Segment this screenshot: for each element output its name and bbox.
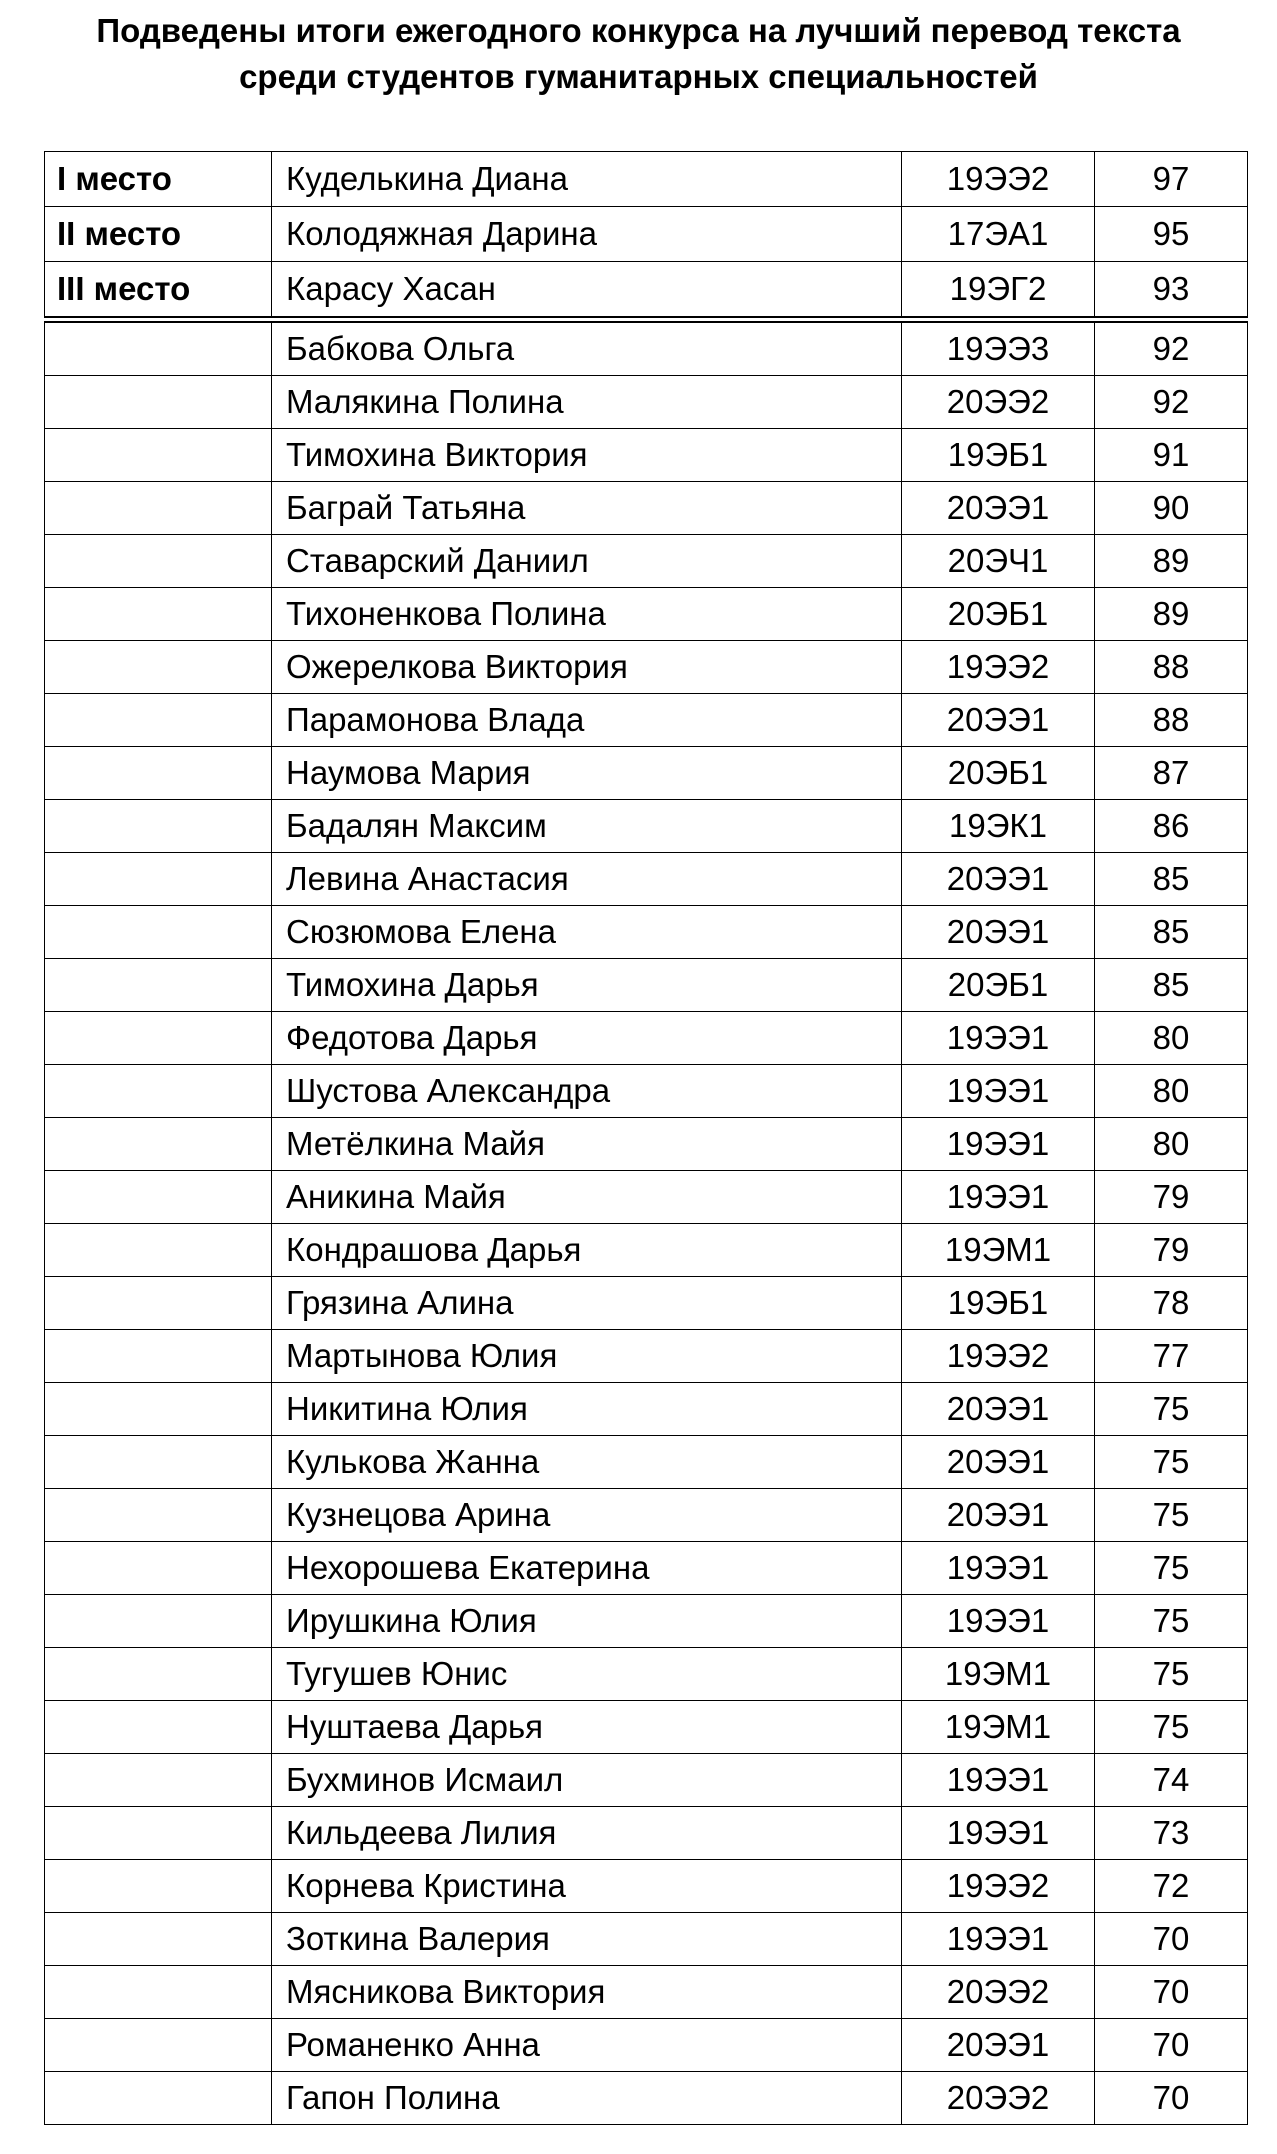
name-cell: Кондрашова Дарья <box>272 1224 902 1277</box>
place-cell <box>45 800 272 853</box>
score-cell: 85 <box>1095 959 1248 1012</box>
place-cell <box>45 482 272 535</box>
table-row <box>45 1118 1248 1171</box>
name-cell: Бабкова Ольга <box>272 320 902 376</box>
group-cell: 17ЭА1 <box>902 207 1095 262</box>
group-cell: 20ЭЭ1 <box>902 853 1095 906</box>
score-cell: 75 <box>1095 1648 1248 1701</box>
group-cell: 20ЭЭ1 <box>902 1383 1095 1436</box>
place-cell <box>45 641 272 694</box>
score-cell: 92 <box>1095 376 1248 429</box>
table-row <box>45 853 1248 906</box>
table-row <box>45 1012 1248 1065</box>
name-cell: Зоткина Валерия <box>272 1913 902 1966</box>
place-cell <box>45 1701 272 1754</box>
score-cell: 70 <box>1095 1913 1248 1966</box>
name-cell: Тимохина Виктория <box>272 429 902 482</box>
table-row <box>45 588 1248 641</box>
name-cell: Бадалян Максим <box>272 800 902 853</box>
name-cell: Метёлкина Майя <box>272 1118 902 1171</box>
score-cell: 70 <box>1095 1966 1248 2019</box>
group-cell: 20ЭБ1 <box>902 747 1095 800</box>
name-cell: Нуштаева Дарья <box>272 1701 902 1754</box>
place-cell <box>45 906 272 959</box>
group-cell: 20ЭЭ1 <box>902 694 1095 747</box>
score-cell: 75 <box>1095 1595 1248 1648</box>
score-cell: 70 <box>1095 2019 1248 2072</box>
table-row <box>45 1966 1248 2019</box>
table-row <box>45 747 1248 800</box>
table-row <box>45 959 1248 1012</box>
place-cell <box>45 1913 272 1966</box>
place-cell: II место <box>45 207 272 262</box>
table-row <box>45 1171 1248 1224</box>
table-row <box>45 1701 1248 1754</box>
score-cell: 75 <box>1095 1489 1248 1542</box>
group-cell: 19ЭМ1 <box>902 1224 1095 1277</box>
table-row <box>45 1542 1248 1595</box>
place-cell <box>45 1065 272 1118</box>
place-cell <box>45 320 272 376</box>
place-cell <box>45 429 272 482</box>
score-cell: 75 <box>1095 1383 1248 1436</box>
score-cell: 80 <box>1095 1065 1248 1118</box>
score-cell: 73 <box>1095 1807 1248 1860</box>
name-cell: Романенко Анна <box>272 2019 902 2072</box>
place-cell <box>45 1754 272 1807</box>
table-row <box>45 1277 1248 1330</box>
group-cell: 19ЭБ1 <box>902 429 1095 482</box>
score-cell: 87 <box>1095 747 1248 800</box>
group-cell: 19ЭЭ2 <box>902 1860 1095 1913</box>
name-cell: Ирушкина Юлия <box>272 1595 902 1648</box>
table-row <box>45 376 1248 429</box>
score-cell: 95 <box>1095 207 1248 262</box>
place-cell <box>45 747 272 800</box>
score-cell: 89 <box>1095 535 1248 588</box>
name-cell: Никитина Юлия <box>272 1383 902 1436</box>
table-row <box>45 1065 1248 1118</box>
table-row <box>45 1595 1248 1648</box>
place-cell <box>45 1012 272 1065</box>
results-table <box>44 151 1248 2125</box>
table-row <box>45 535 1248 588</box>
score-cell: 85 <box>1095 906 1248 959</box>
group-cell: 20ЭЭ1 <box>902 1436 1095 1489</box>
name-cell: Карасу Хасан <box>272 262 902 320</box>
place-cell <box>45 1383 272 1436</box>
score-cell: 97 <box>1095 152 1248 207</box>
place-cell: I место <box>45 152 272 207</box>
place-cell <box>45 694 272 747</box>
table-row <box>45 2019 1248 2072</box>
place-cell <box>45 1277 272 1330</box>
group-cell: 19ЭЭ1 <box>902 1754 1095 1807</box>
place-cell <box>45 1489 272 1542</box>
group-cell: 19ЭЭ1 <box>902 1913 1095 1966</box>
name-cell: Шустова Александра <box>272 1065 902 1118</box>
score-cell: 93 <box>1095 262 1248 320</box>
group-cell: 19ЭЭ2 <box>902 641 1095 694</box>
place-cell <box>45 1436 272 1489</box>
group-cell: 19ЭЭ3 <box>902 320 1095 376</box>
score-cell: 90 <box>1095 482 1248 535</box>
score-cell: 75 <box>1095 1542 1248 1595</box>
table-row <box>45 906 1248 959</box>
name-cell: Колодяжная Дарина <box>272 207 902 262</box>
score-cell: 85 <box>1095 853 1248 906</box>
name-cell: Тугушев Юнис <box>272 1648 902 1701</box>
group-cell: 19ЭЭ1 <box>902 1118 1095 1171</box>
score-cell: 80 <box>1095 1118 1248 1171</box>
place-cell <box>45 1966 272 2019</box>
table-row <box>45 1648 1248 1701</box>
table-row <box>45 429 1248 482</box>
score-cell: 74 <box>1095 1754 1248 1807</box>
name-cell: Кузнецова Арина <box>272 1489 902 1542</box>
group-cell: 19ЭЭ1 <box>902 1012 1095 1065</box>
table-row <box>45 1330 1248 1383</box>
place-cell <box>45 376 272 429</box>
group-cell: 20ЭЧ1 <box>902 535 1095 588</box>
group-cell: 20ЭЭ1 <box>902 906 1095 959</box>
group-cell: 20ЭЭ2 <box>902 376 1095 429</box>
place-cell <box>45 2072 272 2125</box>
table-row <box>45 1224 1248 1277</box>
name-cell: Тихоненкова Полина <box>272 588 902 641</box>
table-row <box>45 1807 1248 1860</box>
group-cell: 20ЭЭ2 <box>902 1966 1095 2019</box>
table-row <box>45 800 1248 853</box>
group-cell: 19ЭЭ2 <box>902 152 1095 207</box>
place-cell <box>45 959 272 1012</box>
name-cell: Баграй Татьяна <box>272 482 902 535</box>
winner-row <box>45 207 1248 262</box>
score-cell: 88 <box>1095 694 1248 747</box>
score-cell: 75 <box>1095 1701 1248 1754</box>
score-cell: 77 <box>1095 1330 1248 1383</box>
name-cell: Сюзюмова Елена <box>272 906 902 959</box>
table-row <box>45 2072 1248 2125</box>
table-row <box>45 482 1248 535</box>
name-cell: Ожерелкова Виктория <box>272 641 902 694</box>
score-cell: 79 <box>1095 1224 1248 1277</box>
group-cell: 19ЭМ1 <box>902 1701 1095 1754</box>
place-cell <box>45 1648 272 1701</box>
score-cell: 86 <box>1095 800 1248 853</box>
name-cell: Нехорошева Екатерина <box>272 1542 902 1595</box>
name-cell: Мясникова Виктория <box>272 1966 902 2019</box>
group-cell: 19ЭЭ1 <box>902 1595 1095 1648</box>
page-title <box>0 8 1277 100</box>
title-line-1: Подведены итоги ежегодного конкурса на лучший перевод текста <box>96 12 1181 49</box>
name-cell: Аникина Майя <box>272 1171 902 1224</box>
name-cell: Мартынова Юлия <box>272 1330 902 1383</box>
score-cell: 79 <box>1095 1171 1248 1224</box>
score-cell: 80 <box>1095 1012 1248 1065</box>
place-cell <box>45 1860 272 1913</box>
score-cell: 88 <box>1095 641 1248 694</box>
name-cell: Грязина Алина <box>272 1277 902 1330</box>
place-cell <box>45 535 272 588</box>
group-cell: 20ЭБ1 <box>902 588 1095 641</box>
table-row <box>45 694 1248 747</box>
group-cell: 20ЭЭ2 <box>902 2072 1095 2125</box>
group-cell: 19ЭЭ1 <box>902 1171 1095 1224</box>
name-cell: Гапон Полина <box>272 2072 902 2125</box>
score-cell: 75 <box>1095 1436 1248 1489</box>
place-cell <box>45 1171 272 1224</box>
table-row <box>45 1383 1248 1436</box>
group-cell: 19ЭБ1 <box>902 1277 1095 1330</box>
name-cell: Парамонова Влада <box>272 694 902 747</box>
name-cell: Куделькина Диана <box>272 152 902 207</box>
place-cell <box>45 1118 272 1171</box>
place-cell: III место <box>45 262 272 320</box>
score-cell: 78 <box>1095 1277 1248 1330</box>
name-cell: Федотова Дарья <box>272 1012 902 1065</box>
table-row <box>45 1754 1248 1807</box>
place-cell <box>45 1224 272 1277</box>
name-cell: Наумова Мария <box>272 747 902 800</box>
table-row <box>45 320 1248 376</box>
name-cell: Ставарский Даниил <box>272 535 902 588</box>
winner-row <box>45 152 1248 207</box>
group-cell: 19ЭМ1 <box>902 1648 1095 1701</box>
place-cell <box>45 2019 272 2072</box>
score-cell: 92 <box>1095 320 1248 376</box>
group-cell: 19ЭК1 <box>902 800 1095 853</box>
table-row <box>45 1489 1248 1542</box>
table-row <box>45 641 1248 694</box>
score-cell: 72 <box>1095 1860 1248 1913</box>
place-cell <box>45 1542 272 1595</box>
score-cell: 70 <box>1095 2072 1248 2125</box>
group-cell: 19ЭГ2 <box>902 262 1095 320</box>
group-cell: 19ЭЭ2 <box>902 1330 1095 1383</box>
name-cell: Малякина Полина <box>272 376 902 429</box>
winner-row <box>45 262 1248 320</box>
place-cell <box>45 1595 272 1648</box>
title-line-2: среди студентов гуманитарных специальностей <box>239 58 1038 95</box>
table-row <box>45 1436 1248 1489</box>
table-row <box>45 1860 1248 1913</box>
score-cell: 91 <box>1095 429 1248 482</box>
place-cell <box>45 1330 272 1383</box>
place-cell <box>45 1807 272 1860</box>
score-cell: 89 <box>1095 588 1248 641</box>
name-cell: Бухминов Исмаил <box>272 1754 902 1807</box>
table-row <box>45 1913 1248 1966</box>
place-cell <box>45 588 272 641</box>
group-cell: 19ЭЭ1 <box>902 1542 1095 1595</box>
name-cell: Тимохина Дарья <box>272 959 902 1012</box>
name-cell: Кильдеева Лилия <box>272 1807 902 1860</box>
group-cell: 20ЭЭ1 <box>902 1489 1095 1542</box>
group-cell: 19ЭЭ1 <box>902 1807 1095 1860</box>
name-cell: Кулькова Жанна <box>272 1436 902 1489</box>
name-cell: Левина Анастасия <box>272 853 902 906</box>
group-cell: 19ЭЭ1 <box>902 1065 1095 1118</box>
place-cell <box>45 853 272 906</box>
results-table-body <box>45 152 1248 2125</box>
group-cell: 20ЭБ1 <box>902 959 1095 1012</box>
group-cell: 20ЭЭ1 <box>902 2019 1095 2072</box>
group-cell: 20ЭЭ1 <box>902 482 1095 535</box>
name-cell: Корнева Кристина <box>272 1860 902 1913</box>
